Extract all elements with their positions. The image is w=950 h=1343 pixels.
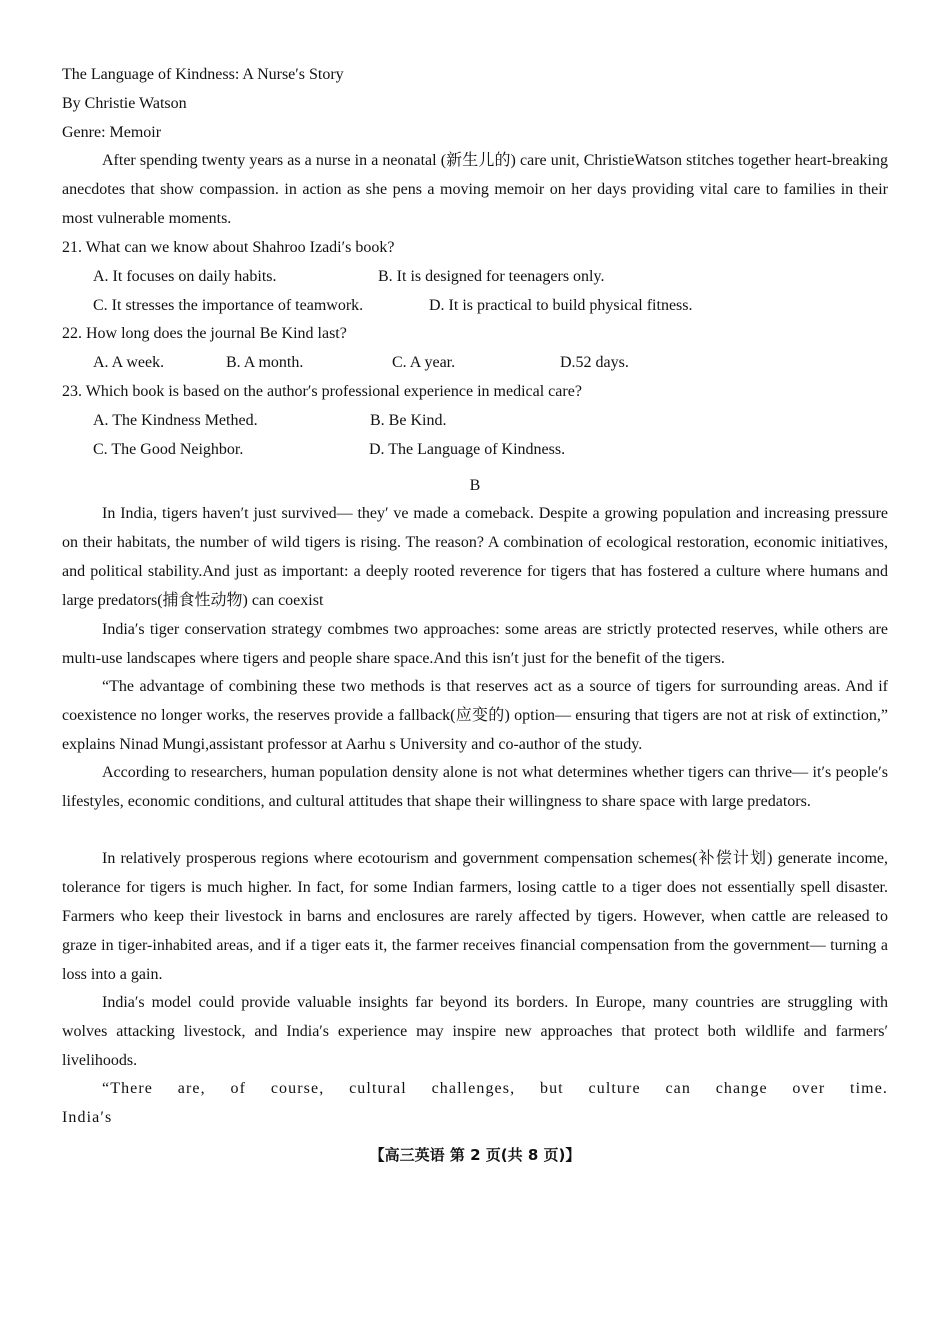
- page-footer: 【高三英语 第 2 页(共 8 页)】: [369, 1146, 581, 1164]
- book-title: The Language of Kindness: A Nurse′s Story: [62, 66, 344, 83]
- question-22-stem: 22. How long does the journal Be Kind last?: [62, 325, 347, 342]
- question-23-option-b: B. Be Kind.: [370, 412, 447, 429]
- section-b-paragraph: In relatively prosperous regions where ecotourism and government compensation schemes(补偿计划) generate income, tolerance for tigers is much higher. In fact, for some Indian farmers, losing cattle to a tiger does not essentially spell disaster. Farmers who keep their livestock in barns and enclosures are rarely affected by tigers. However, when cattle are released to graze in tiger-inhabited areas, and if a tiger eats it, the farmer receives financial compensation from the government— turning a loss into a gain.: [62, 850, 888, 983]
- section-b-paragraph: “The advantage of combining these two methods is that reserves act as a source of tigers for surrounding areas. And if coexistence no longer works, the reserves provide a fallback(应变的) option— ensuring that tigers are not at risk of extinction,” explains Ninad Mungi,assistant professor at Aarhu s University and co-author of the study.: [62, 678, 888, 753]
- question-21-option-d: D. It is practical to build physical fitness.: [429, 297, 693, 314]
- section-b-heading: B: [469, 477, 481, 494]
- question-23-option-a: A. The Kindness Methed.: [93, 412, 258, 429]
- question-22-option-d: D.52 days.: [560, 354, 629, 371]
- book-genre: Genre: Memoir: [62, 124, 162, 141]
- section-b-paragraph: India′s model could provide valuable insights far beyond its borders. In Europe, many countries are struggling with wolves attacking livestock, and India′s experience may inspire new approaches that protect both wildlife and farmers′ livelihoods.: [62, 994, 888, 1069]
- question-21-option-c: C. It stresses the importance of teamwork.: [93, 297, 364, 314]
- section-b-paragraph: India′s tiger conservation strategy combmes two approaches: some areas are strictly protected reserves, while others are multı-use landscapes where tigers and people share space.And this isn′t just for the benefit of the tigers.: [62, 621, 888, 667]
- question-21-option-b: B. It is designed for teenagers only.: [378, 268, 605, 285]
- book-description: After spending twenty years as a nurse in a neonatal (新生儿的) care unit, ChristieWatson stitches together heart-breaking anecdotes that show compassion. in action as she pens a moving memoir on her days providing vital care to families in their most vulnerable moments.: [62, 152, 888, 227]
- question-22-option-c: C. A year.: [392, 354, 456, 371]
- question-23-option-d: D. The Language of Kindness.: [369, 441, 566, 458]
- section-b-paragraph: According to researchers, human population density alone is not what determines whether tigers can thrive— it′s people′s lifestyles, economic conditions, and cultural attitudes that shape their willingness to share space with large predators.: [62, 764, 888, 810]
- question-21-stem: 21. What can we know about Shahroo Izadi′s book?: [62, 239, 395, 256]
- question-22-option-a: A. A week.: [93, 354, 165, 371]
- book-author: By Christie Watson: [62, 95, 187, 112]
- question-23-option-c: C. The Good Neighbor.: [93, 441, 244, 458]
- question-21-option-a: A. It focuses on daily habits.: [93, 268, 277, 285]
- question-23-stem: 23. Which book is based on the author′s professional experience in medical care?: [62, 383, 582, 400]
- section-b-paragraph: “There are, of course, cultural challenges, but culture can change over time. India′s: [62, 1080, 888, 1126]
- section-b-paragraph: In India, tigers haven′t just survived— they′ ve made a comeback. Despite a growing population and increasing pressure on their habitats, the number of wild tigers is rising. The reason? A combination of ecological restoration, economic initiatives, and political stability.And just as important: a deeply rooted reverence for tigers that has fostered a culture where humans and large predators(捕食性动物) can coexist: [62, 505, 888, 609]
- question-22-option-b: B. A month.: [226, 354, 304, 371]
